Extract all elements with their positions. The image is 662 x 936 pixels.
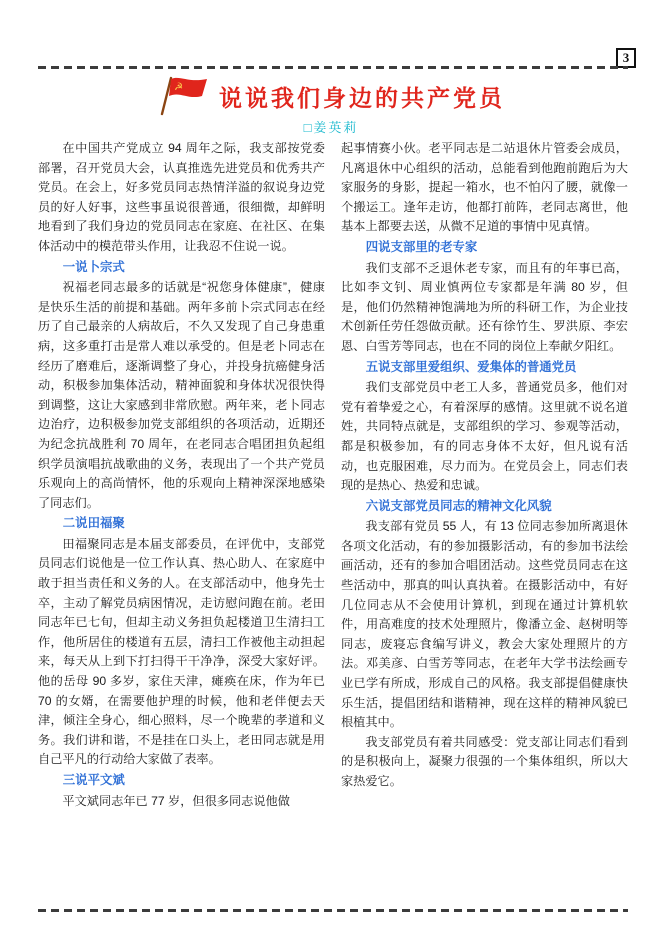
paragraph: 我支部党员有着共同感受：党支部让同志们看到的是积极向上，凝聚力很强的一个集体组织，所以大家热爱它。 [341,734,628,788]
title-row [0,76,662,116]
paragraph: 我支部有党员 55 人，有 13 位同志参加所离退休各项文化活动，有的参加摄影活动，有的参加书法绘画活动，还有的参加合唱团活动。这些党员同志在这些活动中，那真的叫认真执着。在摄影活动中，有好几位同志从不会使用计算机，到现在通过计算机软件，用高难度的技术处理照片，像潘立金、赵树明等同志，废寝忘食编写讲义，教会大家处理照片的方法。邓美彦、白雪芳等同志，在老年大学书法绘画专业已学有所成，形成自己的风格。我支部提倡健康快乐生活，提倡团结和谐精神，现在这样的精神风貌已根植其中。 [341,519,628,730]
article-title: 说说我们身边的共产党员 [219,84,505,111]
paragraph: 平文斌同志年已 77 岁，但很多同志说他做 [62,793,290,808]
left-column [38,139,325,906]
section-heading: 五说支部里爱组织、爱集体的普通党员 [365,359,577,374]
section-heading: 二说田福聚 [62,516,125,531]
paragraph: 我们支部党员中老工人多，普通党员多，他们对党有着挚爱之心，有着深厚的感情。这里就不说名道姓，共同特点就是，支部组织的学习、参观等活动，都是积极参加，有的同志身体不太好，但凡说有活动，也克服困难，尽力而为。在党员会上，同志们表现的是热心、热爱和忠诚。 [341,380,628,493]
paragraph: 在中国共产党成立 94 周年之际，我支部按党委部署，召开党员大会，认真推选先进党员和优秀共产党员。在会上，好多党员同志热情洋溢的叙说身边党员的好人好事，这些事虽说很普通，很细微，却鲜明地看到了我们身边的党员同志在家庭、在社区、在集体活动中的模范带头作用，让我忍不住说一说。 [38,141,325,253]
paragraph: 起事情赛小伙。老平同志是二站退休片管委会成员，凡离退休中心组织的活动，总能看到他跑前跑后为大家服务的身影，提起一箱水，也不怕闪了腰，就像一个搬运工。逢年走访，他都打前阵，老同志离世，他基本上都要去送，从微不足道的事情中见真情。 [341,141,628,234]
section-heading: 三说平文斌 [62,773,125,787]
paragraph: 田福聚同志是本届支部委员，在评优中，支部党员同志们说他是一位工作认真、热心助人、在家庭中敢于担当责任和义务的人。在支部活动中，他身先士卒，主动了解党员病困情况，走访慰问跑在前。老田同志年已七旬，但却主动义务担负起楼道卫生清扫工作，他所居住的楼道有五层，清扫工作被他主动担起来，每天从上到下打扫得干干净净，深受大家好评。他的岳母 90 多岁，家住天津，瘫痪在床，作为年已 70 的女婿，在需要他护理的时候，他和老伴便去天津，倾注全身心，细心照料，尽一个晚辈的孝道和义务。我们讲和谐，不是挂在口头上，老田同志就是用自己平凡的行动给大家做了表率。 [38,536,325,767]
paragraph: 祝福老同志最多的话就是“祝您身体健康”，健康是快乐生活的前提和基础。两年多前卜宗式同志在经历了自己最亲的人病故后，不久又发现了自己身患重病，这多重打击是常人难以承受的。但是老卜同志在经历了磨难后，逐渐调整了身心，并投身抗癌健身活动，积极参加集体活动，精神面貌和身体状况很快得到调整，这让大家感到非常欣慰。两年来，老卜同志边治疗，边积极参加党支部组织的各项活动，近期还为纪念抗战胜利 70 周年，在老同志合唱团担负起组织学员演唱抗战歌曲的义务，表现出了一个共产党员乐观向上的高尚情怀，他的乐观向上精神深深地感染了同志们。 [38,280,325,510]
party-flag-icon [157,76,209,116]
section-heading: 四说支部里的老专家 [365,239,478,254]
section-heading: 一说卜宗式 [62,259,125,274]
section-heading: 六说支部党员同志的精神文化风貌 [365,498,552,513]
article-byline: □姜英莉 [303,120,359,135]
top-dashed-divider [38,66,628,69]
paragraph: 我们支部不乏退休老专家，而且有的年事已高，比如李文钊、周业慎两位专家都是年满 80 岁，但是，他们仍然精神饱满地为所的科研工作，为企业技术创新任劳任怨做贡献。还有徐竹生、罗洪原、李宏恩、白雪芳等同志，也在不同的岗位上奉献夕阳红。 [341,260,628,353]
article-body [38,139,628,906]
page-number-badge: 3 [616,48,636,68]
bottom-dashed-divider [38,909,628,912]
svg-text:☭: ☭ [174,82,183,93]
right-column [341,139,628,906]
